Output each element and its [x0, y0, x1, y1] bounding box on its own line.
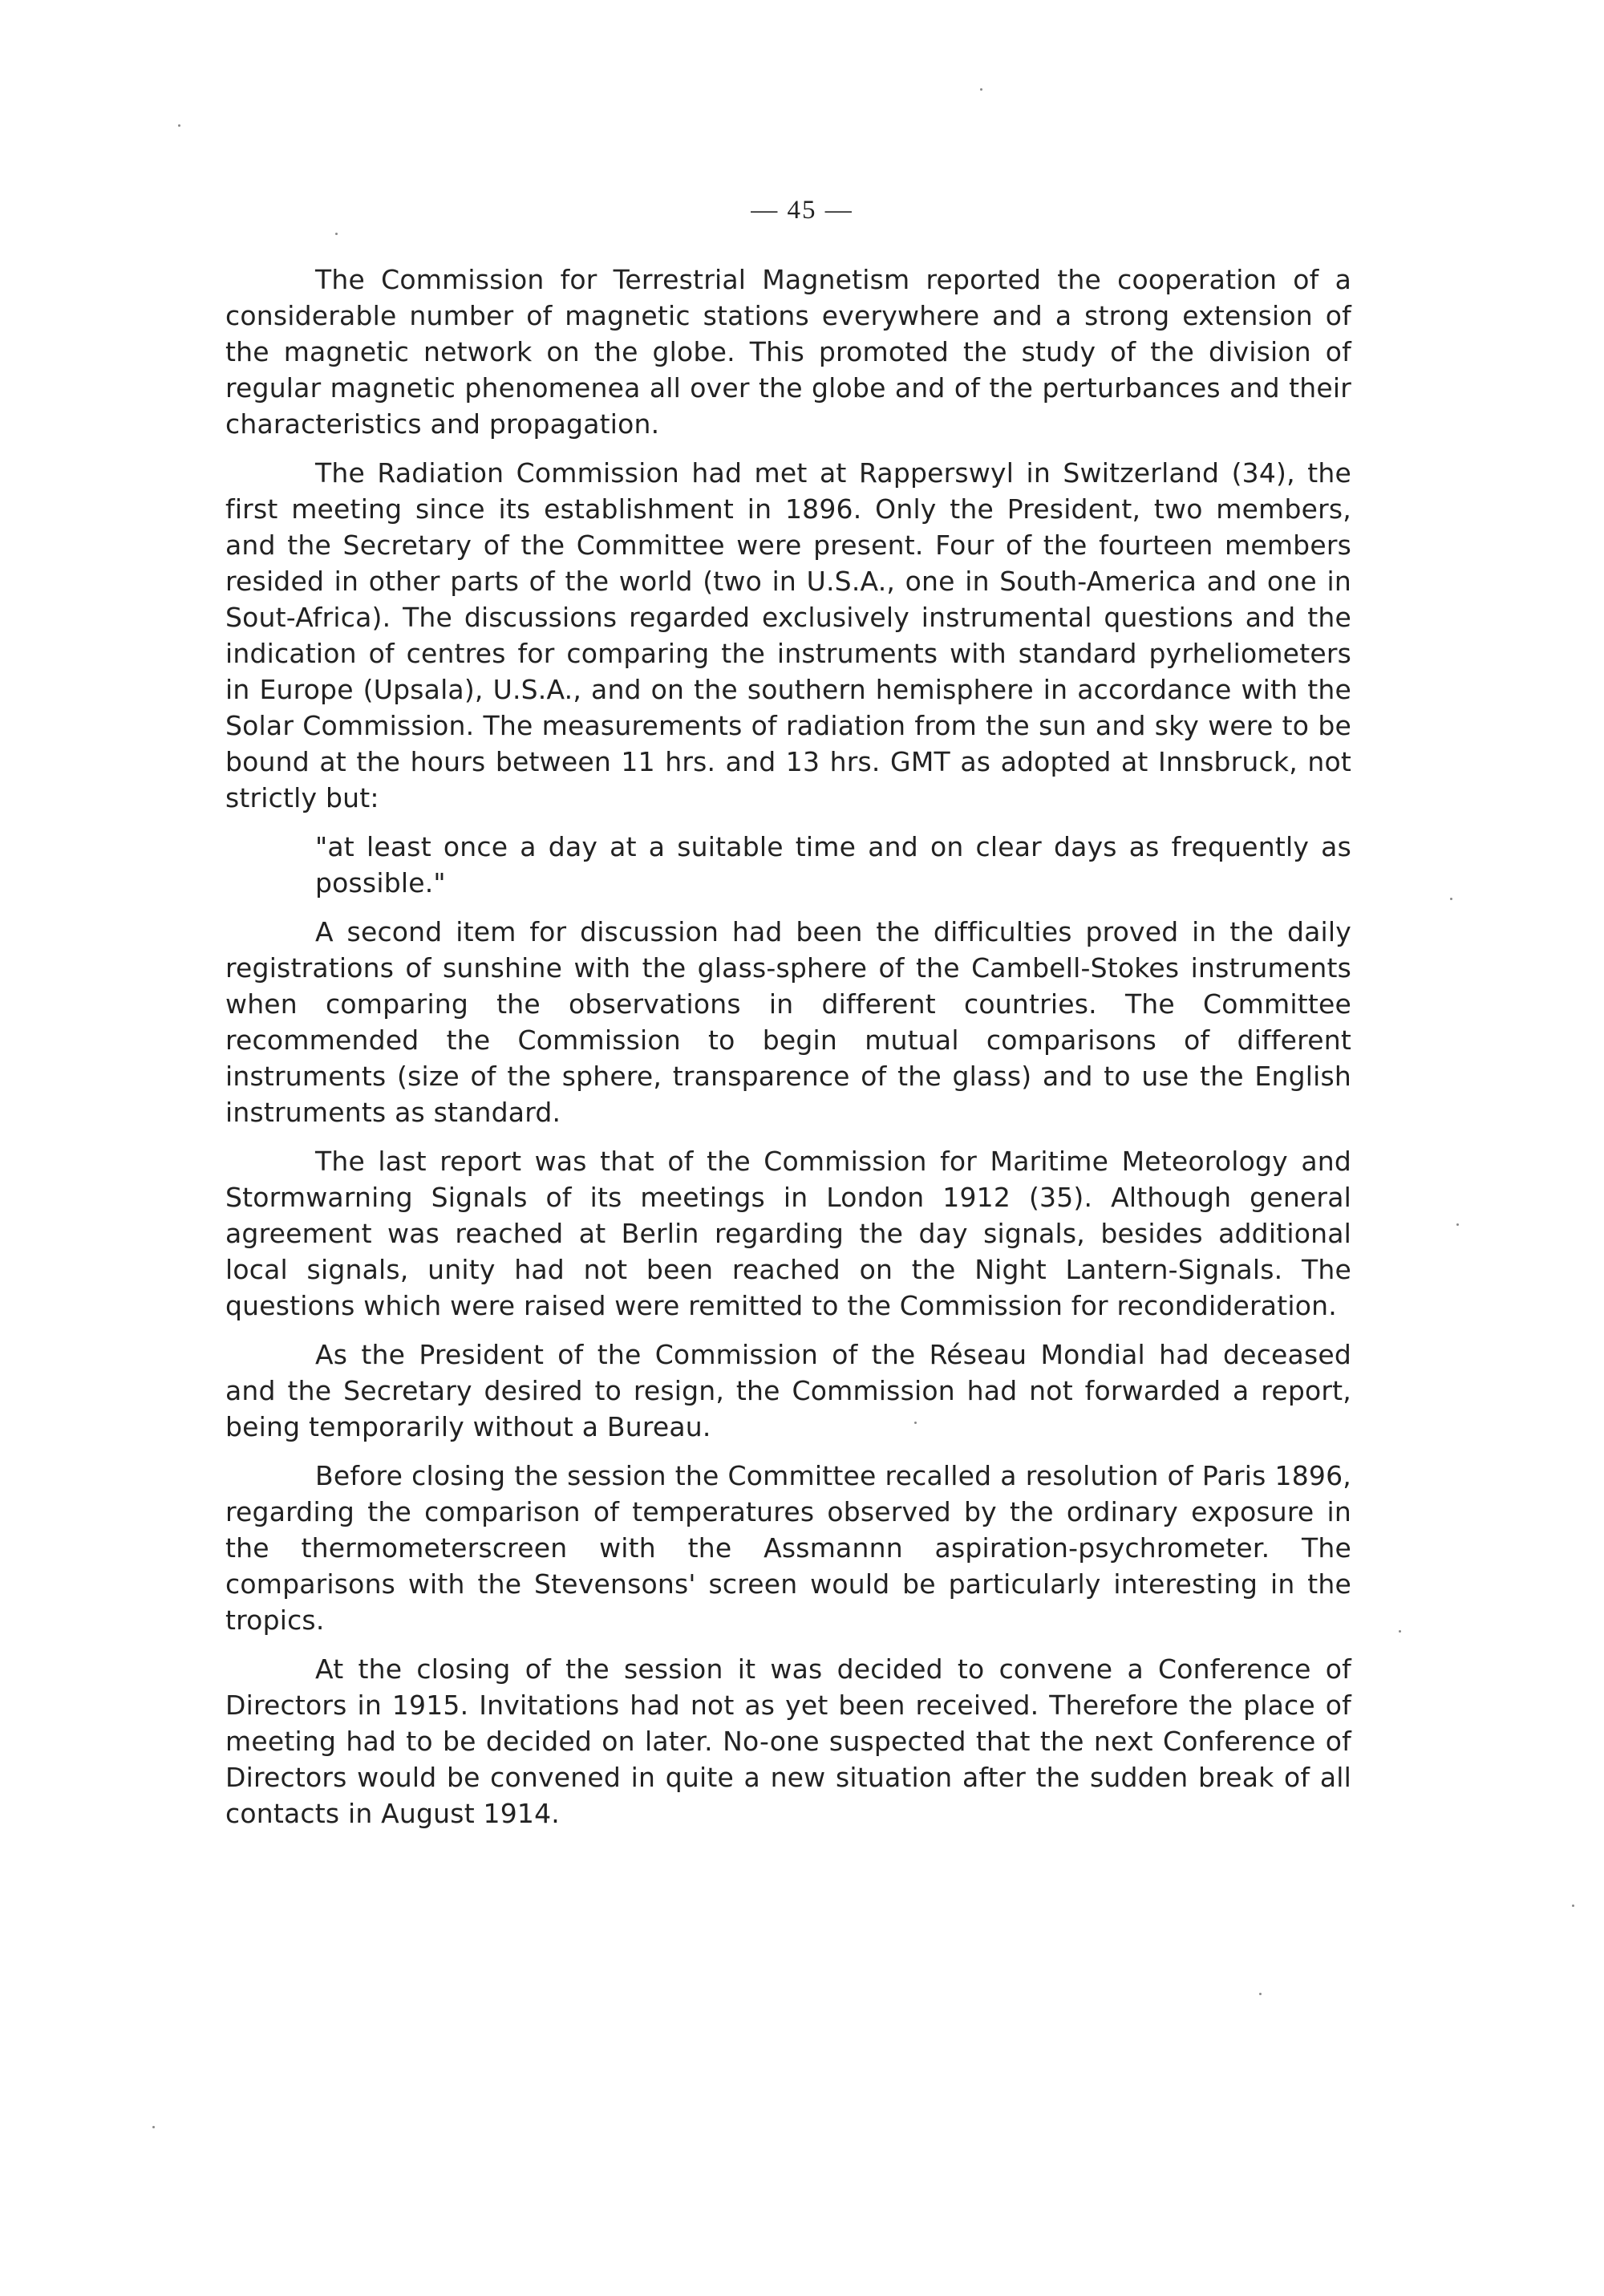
paragraph-closing-session: Before closing the session the Committee recalled a resolution of Paris 1896, regarding the comparison of temperatures observed by the ordinary exposure in the thermometerscreen with the Assmannn aspiration-psychrometer. The comparisons with the Stevensons' screen would be particularly interesting in the tropics. — [225, 1460, 1351, 1636]
scan-speck — [1456, 1223, 1459, 1226]
quotation: "at least once a day at a suitable time and on clear days as frequently as possible." — [315, 831, 1351, 899]
scan-speck — [980, 88, 982, 91]
paragraph-terrestrial-magnetism: The Commission for Terrestrial Magnetism reported the cooperation of a considerable number of magnetic stations everywhere and a strong extension of the magnetic network on the globe. This promoted the study of the division of regular magnetic phenomenea all over the globe and of the perturbances and their characteristics and propagation. — [225, 264, 1351, 440]
scan-speck — [1450, 898, 1452, 900]
paragraph-maritime-meteorology: The last report was that of the Commission for Maritime Meteorology and Stormwarning Signals of its meetings in London 1912 (35). Although general agreement was reached at Berlin regarding the day signals, besides additional local signals, unity had not been reached on the Night Lantern-Signals. The questions which were raised were remitted to the Commission for recondideration. — [225, 1146, 1351, 1321]
paragraph-conference-of-directors: At the closing of the session it was decided to convene a Conference of Directors in 1915. Invitations had not as yet been received. Therefore the place of meeting had to be decided on later. No-one suspected that the next Conference of Directors would be convened in quite a new situation after the sudden break of all contacts in August 1914. — [225, 1653, 1351, 1829]
scan-speck — [1572, 1905, 1574, 1907]
scan-speck — [335, 233, 338, 235]
paragraph-sunshine-registrations: A second item for discussion had been the difficulties proved in the daily registrations of sunshine with the glass-sphere of the Cambell-Stokes instruments when comparing the observations in different countries. The Committee recommended the Commission to begin mutual comparisons of different instruments (size of the sphere, transparence of the glass) and to use the English instruments as standard. — [225, 916, 1351, 1128]
paragraph-radiation-commission: The Radiation Commission had met at Rapperswyl in Switzerland (34), the first meeting since its establishment in 1896. Only the President, two members, and the Secretary of the Committee were present. Four of the fourteen members resided in other parts of the world (two in U.S.A., one in South-America and one in Sout-Africa). The discussions regarded exclusively instrumental questions and the indication of centres for comparing the instruments with standard pyrheliometers in Europe (Upsala), U.S.A., and on the southern hemisphere in accordance with the Solar Commission. The measurements of radiation from the sun and sky were to be bound at the hours between 11 hrs. and 13 hrs. GMT as adopted at Innsbruck, not strictly but: — [225, 457, 1351, 813]
page-number: — 45 — — [751, 196, 853, 225]
paragraph-reseau-mondial: As the President of the Commission of the Réseau Mondial had deceased and the Secretary desired to resign, the Commission had not forwarded a report, being temporarily without a Bureau. — [225, 1339, 1351, 1442]
scan-speck — [1399, 1630, 1401, 1633]
scan-speck — [152, 2126, 155, 2128]
scan-speck — [1259, 1993, 1262, 1995]
scan-speck — [178, 124, 180, 127]
body-text — [225, 262, 1351, 1844]
scan-speck — [914, 1422, 917, 1424]
